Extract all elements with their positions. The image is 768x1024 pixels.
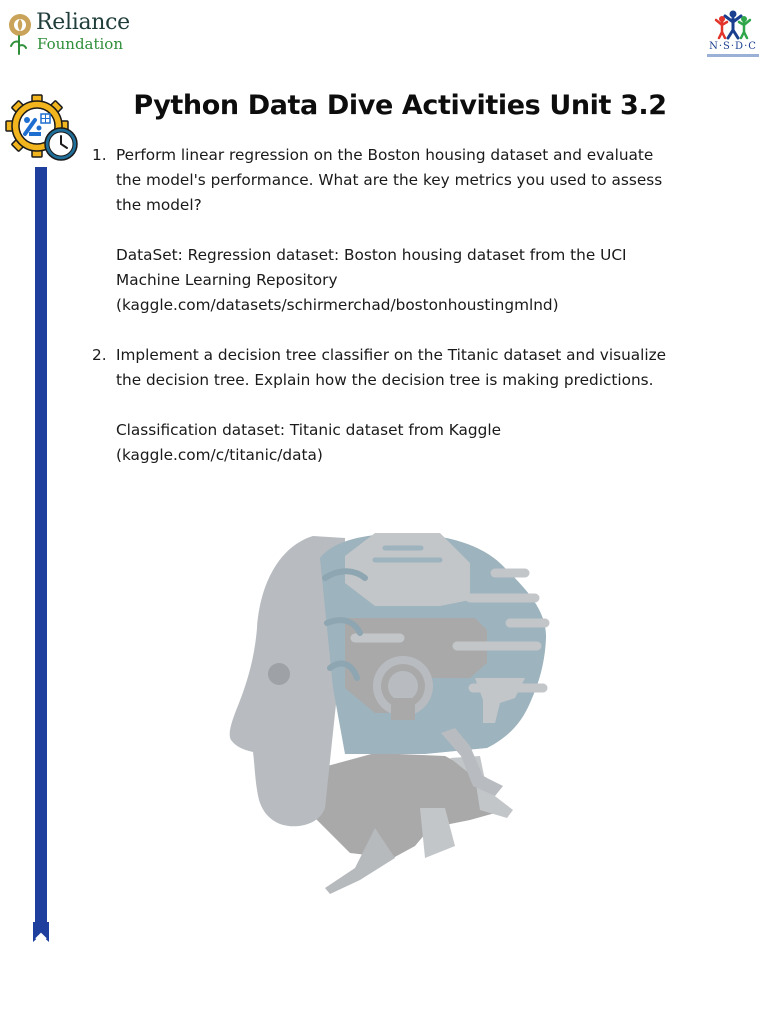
page-title: Python Data Dive Activities Unit 3.2	[133, 90, 667, 121]
gear-clock-icon	[4, 94, 78, 164]
reliance-logo-text: Reliance	[36, 10, 130, 35]
dataset-text: Classification dataset: Titanic dataset from Kaggle	[116, 421, 502, 439]
dataset-text: Machine Learning Repository	[116, 271, 338, 289]
dataset-link-text: (kaggle.com/c/titanic/data)	[116, 446, 323, 464]
reliance-flame-icon	[8, 12, 38, 56]
left-rail	[35, 167, 47, 927]
nsdc-figures-icon	[710, 10, 756, 40]
item-number: 2.	[92, 346, 107, 364]
item-task-text: Perform linear regression on the Boston housing dataset and evaluate the model's performance. What are the key metrics you used to assess the model?	[116, 146, 663, 214]
activity-list	[92, 143, 682, 468]
nsdc-logo	[704, 10, 762, 60]
list-item	[92, 343, 682, 468]
nsdc-tagline-bar	[707, 54, 759, 57]
rail-arrow-icon	[33, 922, 49, 942]
dataset-text: DataSet: Regression dataset: Boston housing dataset from the UCI	[116, 246, 627, 264]
dataset-link-text: (kaggle.com/datasets/schirmerchad/bostonhoustingmlnd)	[116, 296, 559, 314]
foundation-logo-text: Foundation	[37, 35, 124, 53]
item-task-text: Implement a decision tree classifier on the Titanic dataset and visualize the decision tree. Explain how the decision tree is making predictions.	[116, 346, 667, 389]
nsdc-logo-text: N·S·D·C	[709, 41, 757, 52]
item-number: 1.	[92, 146, 107, 164]
reliance-foundation-logo	[8, 10, 138, 56]
ai-head-icon	[225, 528, 550, 894]
list-item	[92, 143, 682, 318]
